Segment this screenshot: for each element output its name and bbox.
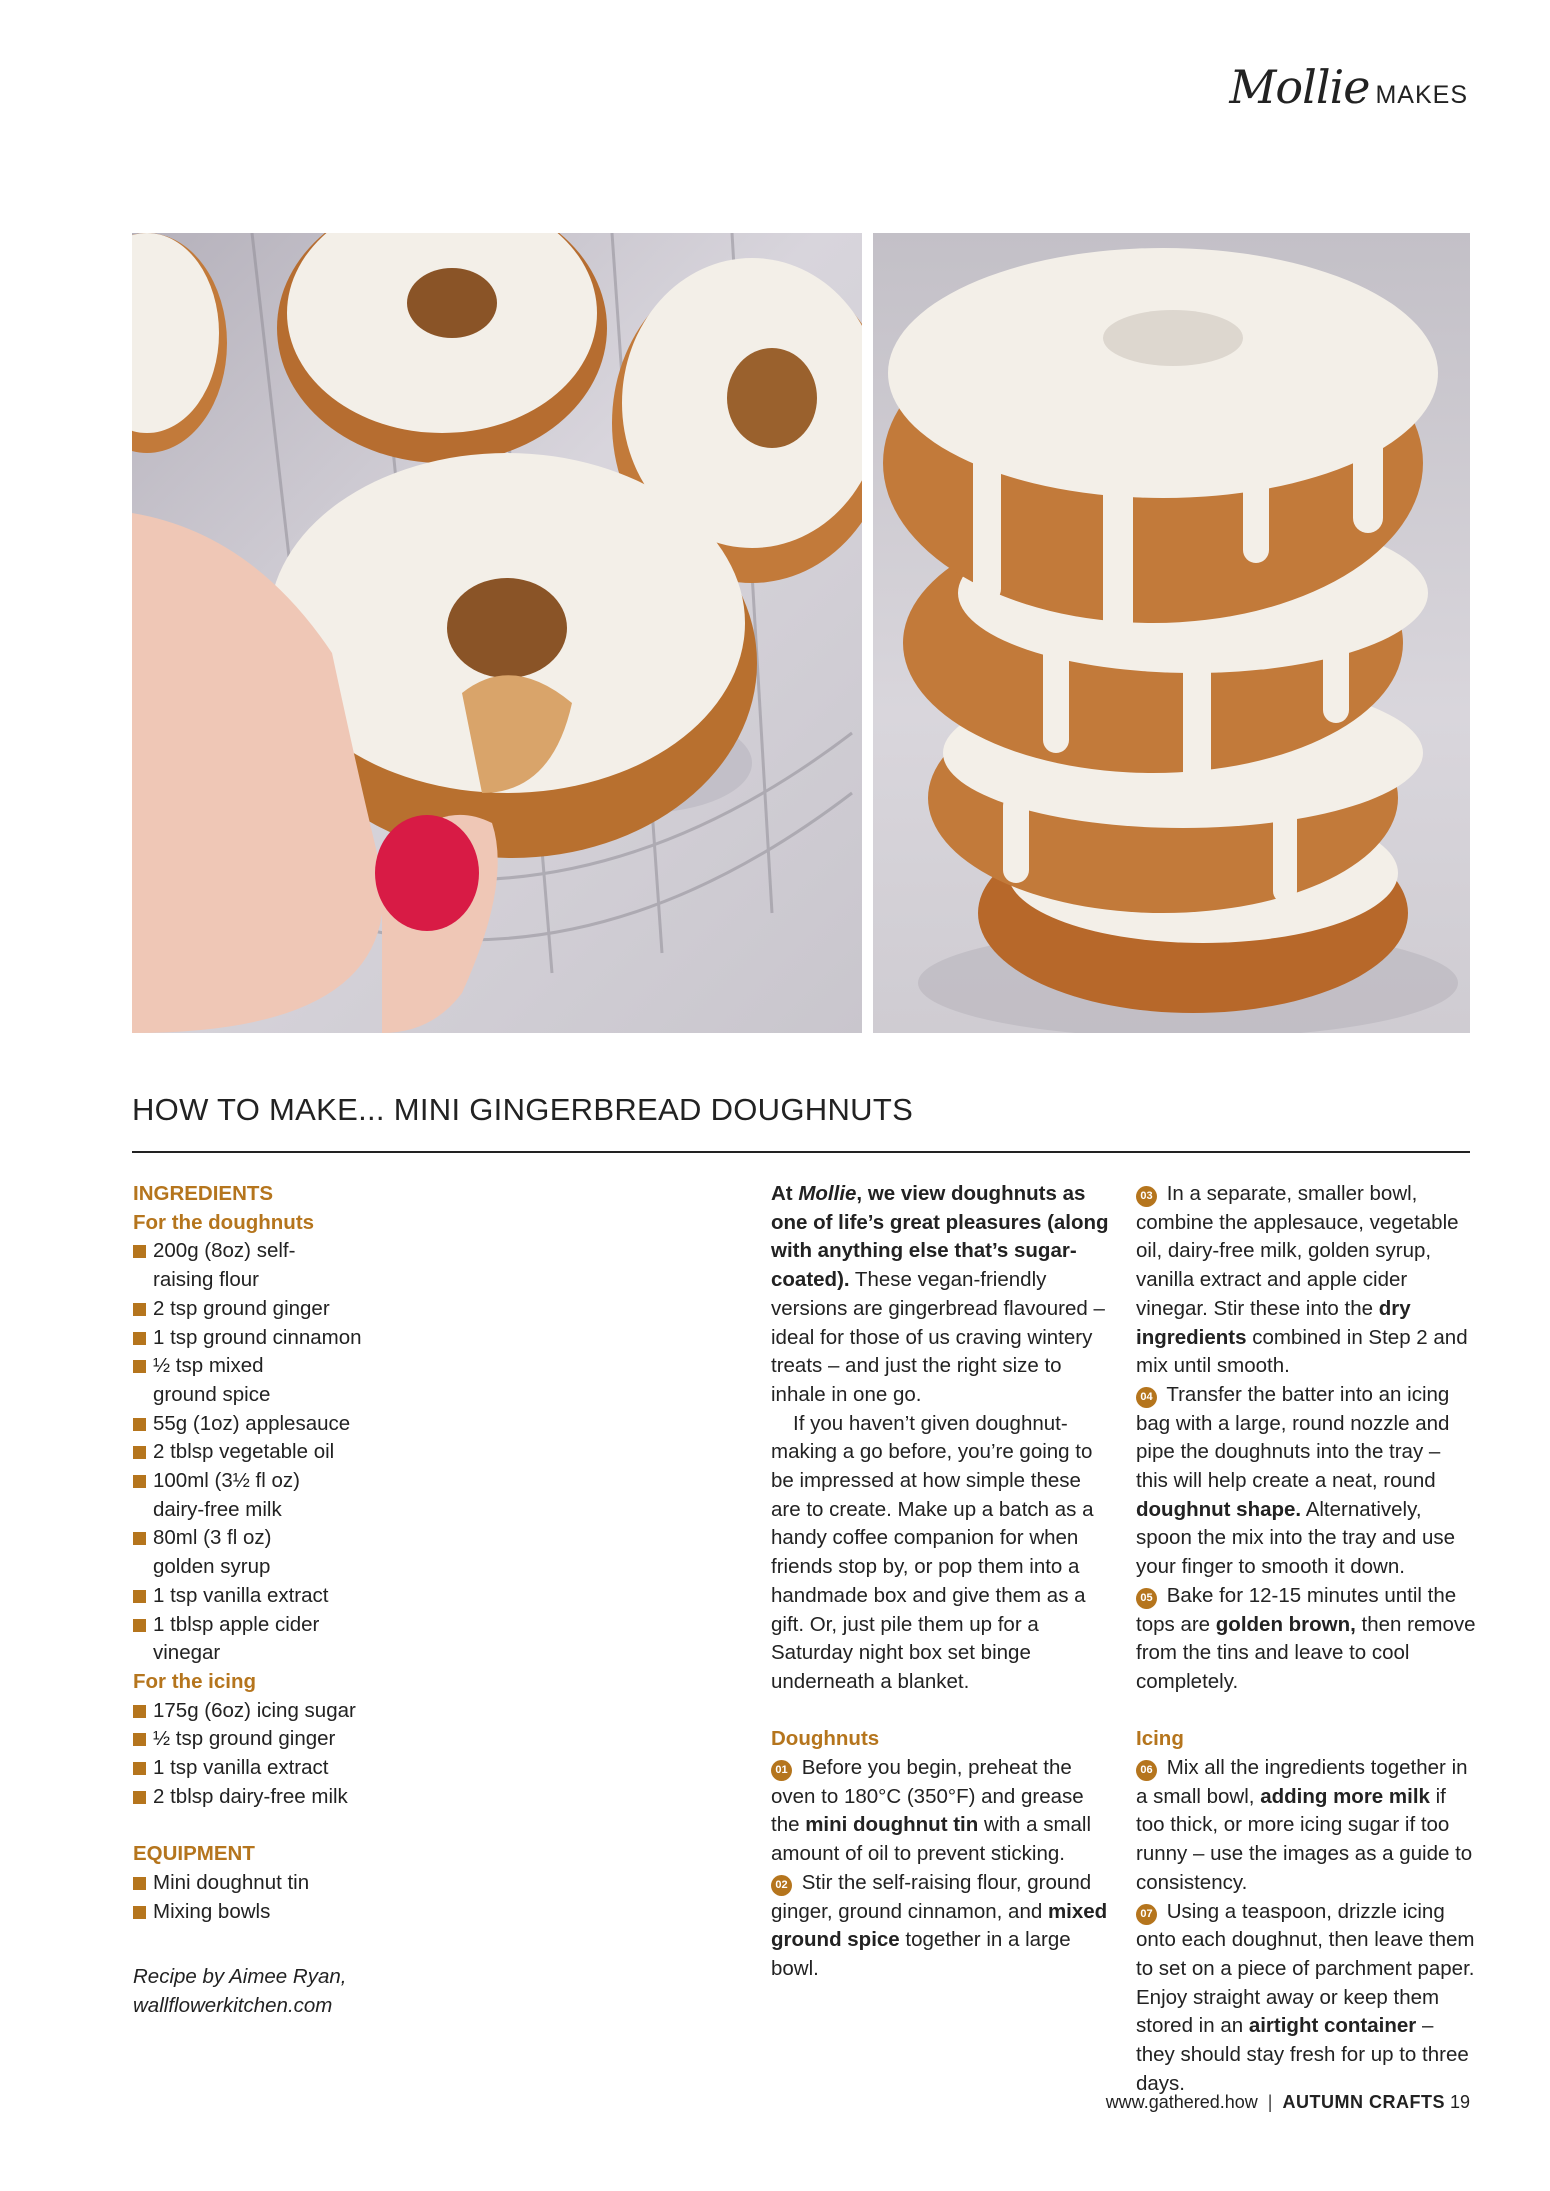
bullet-square-icon: [133, 1303, 146, 1316]
ingredient-item: 2 tsp ground ginger: [133, 1295, 453, 1324]
page-footer: [1106, 2092, 1470, 2113]
ingredient-item: 1 tsp ground cinnamon: [133, 1324, 453, 1353]
page-number: 19: [1449, 2092, 1470, 2112]
recipe-credit-line-1: Recipe by Aimee Ryan,: [133, 1964, 347, 1988]
step-05: 05 Bake for 12-15 minutes until the tops are golden brown, then remove from the tins and leave to cool completely.: [1136, 1583, 1476, 1693]
doughnuts-ingredient-list: [133, 1237, 453, 1668]
bullet-square-icon: [133, 1532, 146, 1545]
equipment-item: Mini doughnut tin: [133, 1869, 453, 1898]
bullet-square-icon: [133, 1877, 146, 1890]
equipment-list: [133, 1869, 453, 1926]
photo-hand-holding-doughnut: [132, 233, 862, 1033]
step-number-badge: 04: [1136, 1387, 1157, 1408]
ingredients-heading: INGREDIENTS: [133, 1182, 274, 1205]
ingredient-item: 1 tsp vanilla extract: [133, 1582, 453, 1611]
brand-script: Mollie: [1229, 60, 1370, 114]
equipment-heading: EQUIPMENT: [133, 1842, 255, 1866]
ingredient-item: 1 tblsp apple cider vinegar: [133, 1611, 453, 1668]
recipe-headline: HOW TO MAKE... MINI GINGERBREAD DOUGHNUTS: [132, 1092, 914, 1127]
step-number-badge: 02: [771, 1875, 792, 1896]
ingredient-item: 175g (6oz) icing sugar: [133, 1697, 453, 1726]
bullet-square-icon: [133, 1332, 146, 1345]
footer-separator: |: [1267, 2092, 1273, 2112]
step-01: 01 Before you begin, preheat the oven to 180°C (350°F) and grease the mini doughnut tin with a small amount of oil to prevent sticking.: [771, 1756, 1092, 1866]
bullet-square-icon: [133, 1762, 146, 1775]
bullet-square-icon: [133, 1418, 146, 1431]
icing-ingredient-list: [133, 1697, 453, 1812]
recipe-credit-line-2: wallflowerkitchen.com: [133, 1993, 333, 2017]
step-number-badge: 07: [1136, 1904, 1157, 1925]
step-06: 06 Mix all the ingredients together in a small bowl, adding more milk if too thick, or more icing sugar if too runny – use the images as a guide to consistency.: [1136, 1756, 1473, 1894]
method-column-1: [771, 1180, 1111, 1984]
doughnuts-subheading: For the doughnuts: [133, 1210, 315, 1234]
bullet-square-icon: [133, 1791, 146, 1804]
bullet-square-icon: [133, 1590, 146, 1603]
step-07: 07 Using a teaspoon, drizzle icing onto each doughnut, then leave them to set on a piece of parchment paper. Enjoy straight away or keep them stored in an airtight container – they should stay fresh for up to three days.: [1136, 1899, 1475, 2095]
bullet-square-icon: [133, 1733, 146, 1746]
ingredients-column: [133, 1180, 453, 2020]
step-04: 04 Transfer the batter into an icing bag with a large, round nozzle and pipe the doughnuts into the tray – this will help create a neat, round doughnut shape. Alternatively, spoon the mix into the tray and use your finger to smooth it down.: [1136, 1382, 1456, 1579]
icing-method-heading: Icing: [1136, 1727, 1184, 1751]
step-number-badge: 05: [1136, 1588, 1157, 1609]
headline-divider: [132, 1151, 1470, 1153]
method-column-2: [1136, 1180, 1476, 2098]
footer-url: www.gathered.how: [1105, 2092, 1258, 2112]
bullet-square-icon: [133, 1619, 146, 1632]
ingredient-item: 200g (8oz) self- raising flour: [133, 1237, 453, 1294]
step-02: 02 Stir the self-raising flour, ground ginger, ground cinnamon, and mixed ground spice together in a large bowl.: [771, 1870, 1108, 1980]
ingredient-item: 2 tblsp dairy-free milk: [133, 1783, 453, 1812]
brand-logo: [1229, 60, 1468, 114]
step-number-badge: 01: [771, 1760, 792, 1781]
bullet-square-icon: [133, 1245, 146, 1258]
bullet-square-icon: [133, 1446, 146, 1459]
step-03-start: 03 In a separate, smaller bowl, combine the applesauce, vegetable oil, dairy-free milk, golden syrup, vanilla extract and apple cider vinegar. Stir these into the dry ingredients combined in Step 2 and mix until smooth.: [1136, 1182, 1468, 1378]
ingredient-item: 80ml (3 fl oz) golden syrup: [133, 1524, 453, 1581]
step-number-badge: 03: [1136, 1186, 1157, 1207]
ingredient-item: 2 tblsp vegetable oil: [133, 1438, 453, 1467]
ingredient-item: ½ tsp ground ginger: [133, 1725, 453, 1754]
intro-paragraph: At Mollie, we view doughnuts as one of life’s great pleasures (along with anything else that’s sugar-coated). These vegan-friendly versions are gingerbread flavoured – ideal for those of us craving wintery treats – and just the right size to inhale in one go.: [771, 1182, 1109, 1406]
equipment-item: Mixing bowls: [133, 1898, 453, 1927]
ingredient-item: 100ml (3½ fl oz) dairy-free milk: [133, 1467, 453, 1524]
bullet-square-icon: [133, 1705, 146, 1718]
intro-paragraph-2: If you haven’t given doughnut-making a go before, you’re going to be impressed at how simple these are to create. Make up a batch as a handy coffee companion for when friends stop by, or pop them into a handmade box and give them as a gift. Or, just pile them up for a Saturday night box set binge underneath a blanket.: [771, 1411, 1094, 1693]
bullet-square-icon: [133, 1906, 146, 1919]
brand-sans: MAKES: [1375, 81, 1468, 109]
ingredient-item: 55g (1oz) applesauce: [133, 1410, 453, 1439]
footer-issue: AUTUMN CRAFTS: [1282, 2092, 1445, 2112]
ingredient-item: 1 tsp vanilla extract: [133, 1754, 453, 1783]
icing-subheading: For the icing: [133, 1669, 256, 1693]
ingredient-item: ½ tsp mixed ground spice: [133, 1352, 453, 1409]
bullet-square-icon: [133, 1360, 146, 1373]
doughnuts-method-heading: Doughnuts: [771, 1727, 880, 1751]
photo-doughnut-stack: [873, 233, 1470, 1033]
step-number-badge: 06: [1136, 1760, 1157, 1781]
bullet-square-icon: [133, 1475, 146, 1488]
